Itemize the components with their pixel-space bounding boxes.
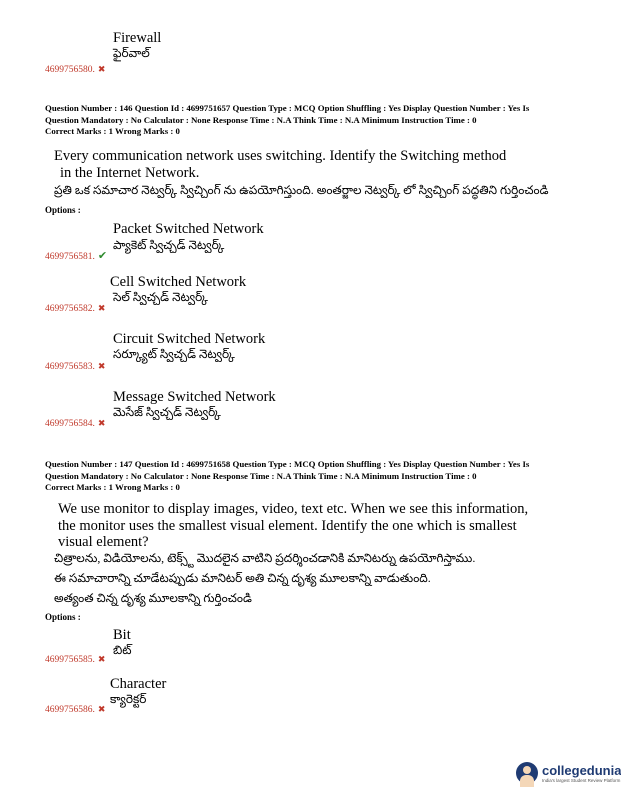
option-id: 4699756580. ✖ <box>45 64 106 75</box>
options-label: Options : <box>45 612 81 622</box>
question-text-telugu: అత్యంత చిన్న దృశ్య మూలకాన్ని గుర్తించండి <box>54 591 252 605</box>
option-text-telugu: ప్యాకెట్ స్విచ్చడ్ నెట్వర్క్ <box>113 238 225 252</box>
options-label: Options : <box>45 205 81 215</box>
option-text-telugu: మెసేజ్ స్విచ్చడ్ నెట్వర్క్ <box>113 405 221 419</box>
wrong-mark-icon: ✖ <box>97 418 106 428</box>
option-text: Cell Switched Network <box>110 274 247 290</box>
correct-check-icon: ✔ <box>97 250 108 262</box>
question-text-telugu: ఈ సమాచారాన్ని చూడేటప్పుడు మానిటర్ అతి చిన్న దృశ్య మూలకాన్ని వాడుతుంది. <box>54 571 431 585</box>
option-text-telugu: బిట్ <box>113 643 132 657</box>
wrong-mark-icon: ✖ <box>97 64 106 74</box>
option-id: 4699756584. ✖ <box>45 418 106 429</box>
option-text: Bit <box>113 627 131 643</box>
wrong-mark-icon: ✖ <box>97 303 106 313</box>
option-text-telugu: సర్క్యూట్ స్విచ్చడ్ నెట్వర్క్ <box>113 347 235 361</box>
option-text: Message Switched Network <box>113 389 276 405</box>
student-avatar-icon <box>516 762 538 784</box>
option-text: Character <box>110 676 167 692</box>
option-text: Firewall <box>113 30 162 46</box>
option-id: 4699756581. ✔ <box>45 250 108 262</box>
logo-name: collegedunia <box>542 762 621 778</box>
question-text: We use monitor to display images, video, text etc. When we see this information, the monitor uses the smallest visual element. Identify the one which is smallest visual element? <box>58 501 529 550</box>
question-meta: Question Number : 146 Question Id : 4699751657 Question Type : MCQ Option Shuffling : Yes Display Question Number : Yes Is Question Mandatory : No Calculator : None Response Time : N.A Think Time : N.A Minimum Instruction Time : 0 Correct Marks : 1 Wrong Marks : 0 <box>45 103 530 136</box>
question-text-telugu: ప్రతి ఒక సమాచార నెట్వర్క్ స్విచ్చింగ్ ను ఉపయోగిస్తుంది. అంతర్జాల నెట్వర్క్ లో స్విచ్చింగ్ పద్ధతిని గుర్తించండి <box>54 183 549 197</box>
wrong-mark-icon: ✖ <box>97 361 106 371</box>
option-text-telugu: క్యారెక్టర్ <box>110 692 147 706</box>
collegedunia-logo <box>516 762 621 784</box>
wrong-mark-icon: ✖ <box>97 654 106 664</box>
question-text-telugu: చిత్రాలను, విడియోలను, టెక్స్ట్ మొదలైన వాటిని ప్రదర్శించడానికి మానిటర్ను ఉపయోగిస్తాము. <box>54 551 476 565</box>
option-text: Circuit Switched Network <box>113 331 266 347</box>
option-text: Packet Switched Network <box>113 221 264 237</box>
option-id: 4699756582. ✖ <box>45 303 106 314</box>
option-text-telugu: సెల్ స్విచ్చడ్ నెట్వర్క్ <box>113 290 208 304</box>
option-id: 4699756583. ✖ <box>45 361 106 372</box>
option-id: 4699756586. ✖ <box>45 704 106 715</box>
wrong-mark-icon: ✖ <box>97 704 106 714</box>
option-id: 4699756585. ✖ <box>45 654 106 665</box>
option-text-telugu: ఫైర్‌వాల్ <box>113 46 150 60</box>
logo-tagline: India's largest Student Review Platform <box>542 777 621 783</box>
question-meta: Question Number : 147 Question Id : 4699751658 Question Type : MCQ Option Shuffling : Yes Display Question Number : Yes Is Question Mandatory : No Calculator : None Response Time : N.A Think Time : N.A Minimum Instruction Time : 0 Correct Marks : 1 Wrong Marks : 0 <box>45 459 530 492</box>
question-text: Every communication network uses switching. Identify the Switching method in the Internet Network. <box>54 148 507 181</box>
